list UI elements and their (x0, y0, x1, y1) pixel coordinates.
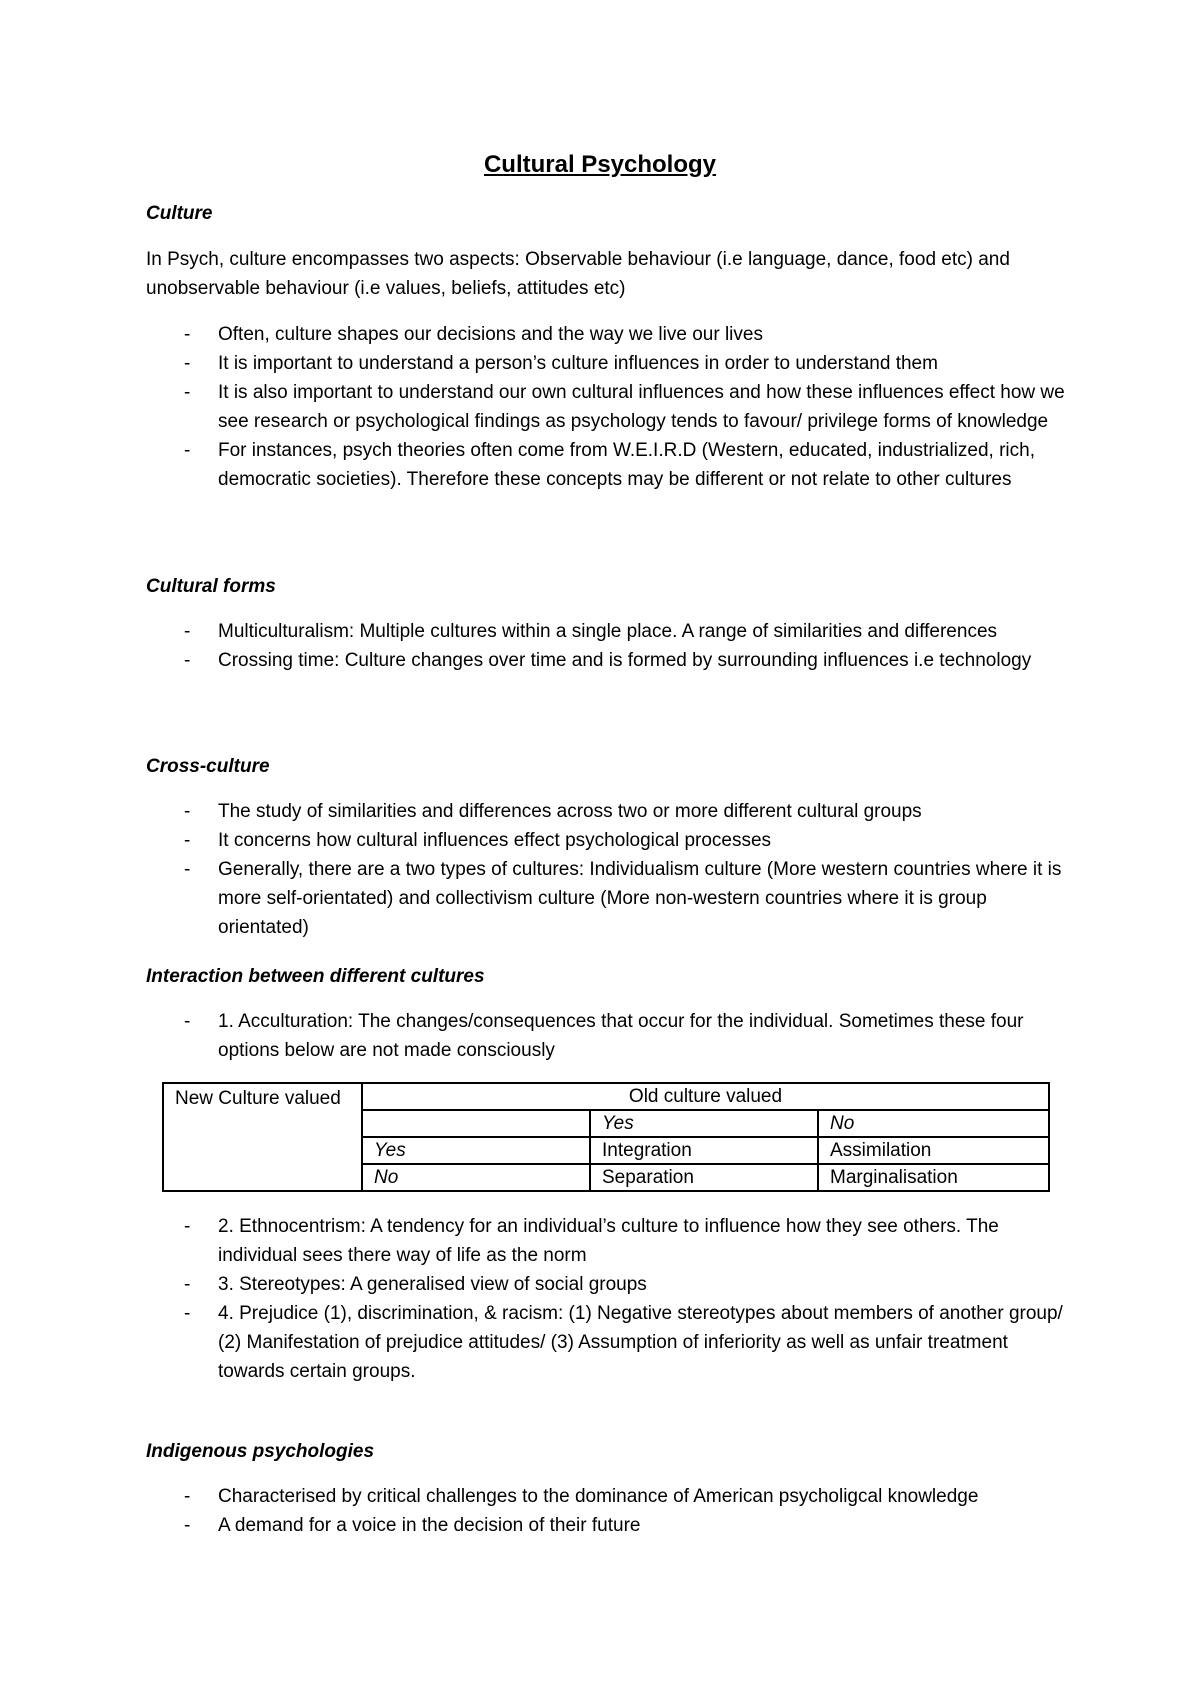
cultural-forms-bullet-list (146, 617, 1066, 675)
table-cell: Separation (590, 1164, 818, 1191)
bullet-dash: - (184, 830, 191, 851)
section-heading-cultural-forms: Cultural forms (146, 576, 276, 597)
table-column-yes: Yes (590, 1110, 818, 1137)
table-cell (362, 1110, 590, 1137)
list-item: - 1. Acculturation: The changes/consequences that occur for the individual. Sometimes these four options below are not made consciously (146, 1007, 1066, 1065)
interaction-bullet-list-before (146, 1007, 1066, 1065)
bullet-dash: - (184, 621, 191, 642)
indigenous-bullet-list (146, 1482, 1066, 1540)
list-item: - It is important to understand a person’s culture influences in order to understand them (146, 349, 1066, 378)
acculturation-table (162, 1082, 1050, 1192)
list-item: - Characterised by critical challenges to the dominance of American psycholigcal knowledge (146, 1482, 1066, 1511)
table-row-label: No (362, 1164, 590, 1191)
culture-bullet-list (146, 320, 1066, 494)
bullet-dash: - (184, 1274, 191, 1295)
list-item: - 3. Stereotypes: A generalised view of social groups (146, 1270, 1066, 1299)
table-cell: Marginalisation (818, 1164, 1049, 1191)
list-item: - 2. Ethnocentrism: A tendency for an individual’s culture to influence how they see others. The individual sees there way of life as the norm (146, 1212, 1066, 1270)
table-row (163, 1083, 1049, 1110)
list-item: - Multiculturalism: Multiple cultures within a single place. A range of similarities and differences (146, 617, 1066, 646)
bullet-dash: - (184, 382, 191, 403)
section-heading-interaction: Interaction between different cultures (146, 966, 485, 987)
list-item: - It concerns how cultural influences effect psychological processes (146, 826, 1066, 855)
bullet-dash: - (184, 801, 191, 822)
bullet-dash: - (184, 1515, 191, 1536)
table-row-label: Yes (362, 1137, 590, 1164)
list-item: - Generally, there are a two types of cultures: Individualism culture (More western countries where it is more self-orientated) and collectivism culture (More non-western countries where it is group orientated) (146, 855, 1066, 942)
list-item: - 4. Prejudice (1), discrimination, & racism: (1) Negative stereotypes about members of another group/ (2) Manifestation of prejudice attitudes/ (3) Assumption of inferiority as well as unfair treatment towards certain groups. (146, 1299, 1066, 1386)
list-item: - Crossing time: Culture changes over time and is formed by surrounding influences i.e technology (146, 646, 1066, 675)
list-item: - A demand for a voice in the decision of their future (146, 1511, 1066, 1540)
bullet-dash: - (184, 1011, 191, 1032)
table-column-no: No (818, 1110, 1049, 1137)
list-item: - For instances, psych theories often come from W.E.I.R.D (Western, educated, industrialized, rich, democratic societies). Therefore these concepts may be different or not relate to other cultures (146, 436, 1066, 494)
section-heading-cross-culture: Cross-culture (146, 756, 270, 777)
page-title: Cultural Psychology (483, 151, 717, 178)
bullet-dash: - (184, 324, 191, 345)
cross-culture-bullet-list (146, 797, 1066, 942)
table-header-cell: Old culture valued (362, 1083, 1049, 1110)
bullet-dash: - (184, 650, 191, 671)
section-heading-culture: Culture (146, 203, 213, 224)
bullet-dash: - (184, 859, 191, 880)
table-cell: Integration (590, 1137, 818, 1164)
list-item: - It is also important to understand our own cultural influences and how these influences effect how we see research or psychological findings as psychology tends to favour/ privilege forms of knowledge (146, 378, 1066, 436)
bullet-dash: - (184, 1216, 191, 1237)
table-corner-cell: New Culture valued (163, 1083, 362, 1191)
section-heading-indigenous: Indigenous psychologies (146, 1441, 375, 1462)
list-item: - The study of similarities and differences across two or more different cultural groups (146, 797, 1066, 826)
culture-intro: In Psych, culture encompasses two aspects: Observable behaviour (i.e language, dance, food etc) and unobservable behaviour (i.e values, beliefs, attitudes etc) (146, 249, 1010, 299)
bullet-dash: - (184, 440, 191, 461)
bullet-dash: - (184, 1486, 191, 1507)
interaction-bullet-list-after (146, 1212, 1066, 1386)
bullet-dash: - (184, 353, 191, 374)
list-item: - Often, culture shapes our decisions and the way we live our lives (146, 320, 1066, 349)
bullet-dash: - (184, 1303, 191, 1324)
table-cell: Assimilation (818, 1137, 1049, 1164)
